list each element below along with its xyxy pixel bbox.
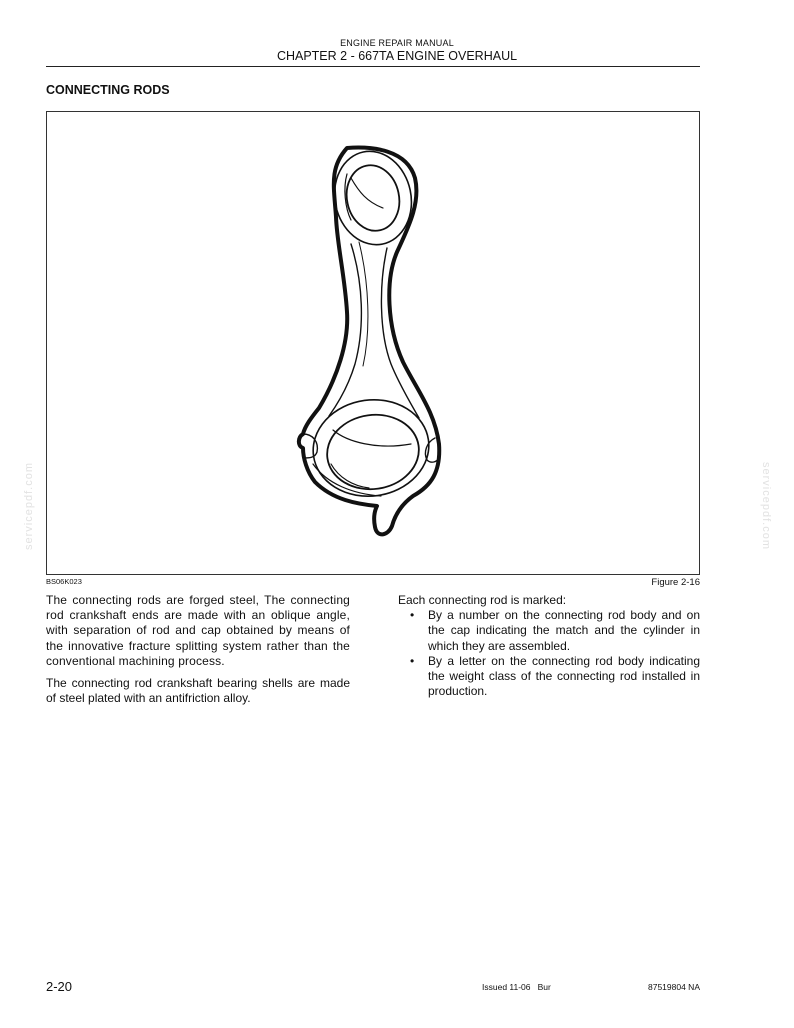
list-item	[398, 608, 700, 654]
header-divider	[46, 66, 700, 67]
marking-list	[398, 608, 700, 699]
list-item-text: By a letter on the connecting rod body indicating the weight class of the connecting rod installed in production.	[428, 653, 700, 699]
figure-frame	[46, 111, 700, 575]
manual-title: ENGINE REPAIR MANUAL	[340, 38, 454, 48]
figure-code: BS06K023	[46, 577, 82, 586]
list-item	[398, 654, 700, 700]
document-code: 87519804 NA	[648, 982, 700, 992]
section-title: CONNECTING RODS	[46, 83, 170, 97]
watermark-right: servicepdf.com	[759, 462, 772, 550]
bullet-icon: •	[410, 653, 415, 668]
watermark-left: servicepdf.com	[22, 462, 35, 550]
marking-intro: Each connecting rod is marked:	[398, 593, 567, 607]
bullet-icon: •	[410, 608, 415, 623]
right-column	[398, 593, 700, 699]
paragraph: The connecting rods are forged steel, The connecting rod crankshaft ends are made with an oblique angle, with separation of rod and cap obtained by means of the innovative fracture splitting system rather than the conventional machining process.	[46, 593, 350, 668]
paragraph: The connecting rod crankshaft bearing shells are made of steel plated with an antifriction alloy.	[46, 676, 350, 706]
figure-number: Figure 2-16	[651, 577, 700, 588]
page-number: 2-20	[46, 979, 73, 994]
left-column	[46, 593, 350, 713]
issue-info: Issued 11-06 Bur	[482, 982, 551, 992]
chapter-title: CHAPTER 2 - 667TA ENGINE OVERHAUL	[276, 49, 518, 63]
list-item-text: By a number on the connecting rod body and on the cap indicating the match and the cylinder in which they are assembled.	[428, 608, 700, 653]
connecting-rod-illustration	[47, 112, 699, 574]
